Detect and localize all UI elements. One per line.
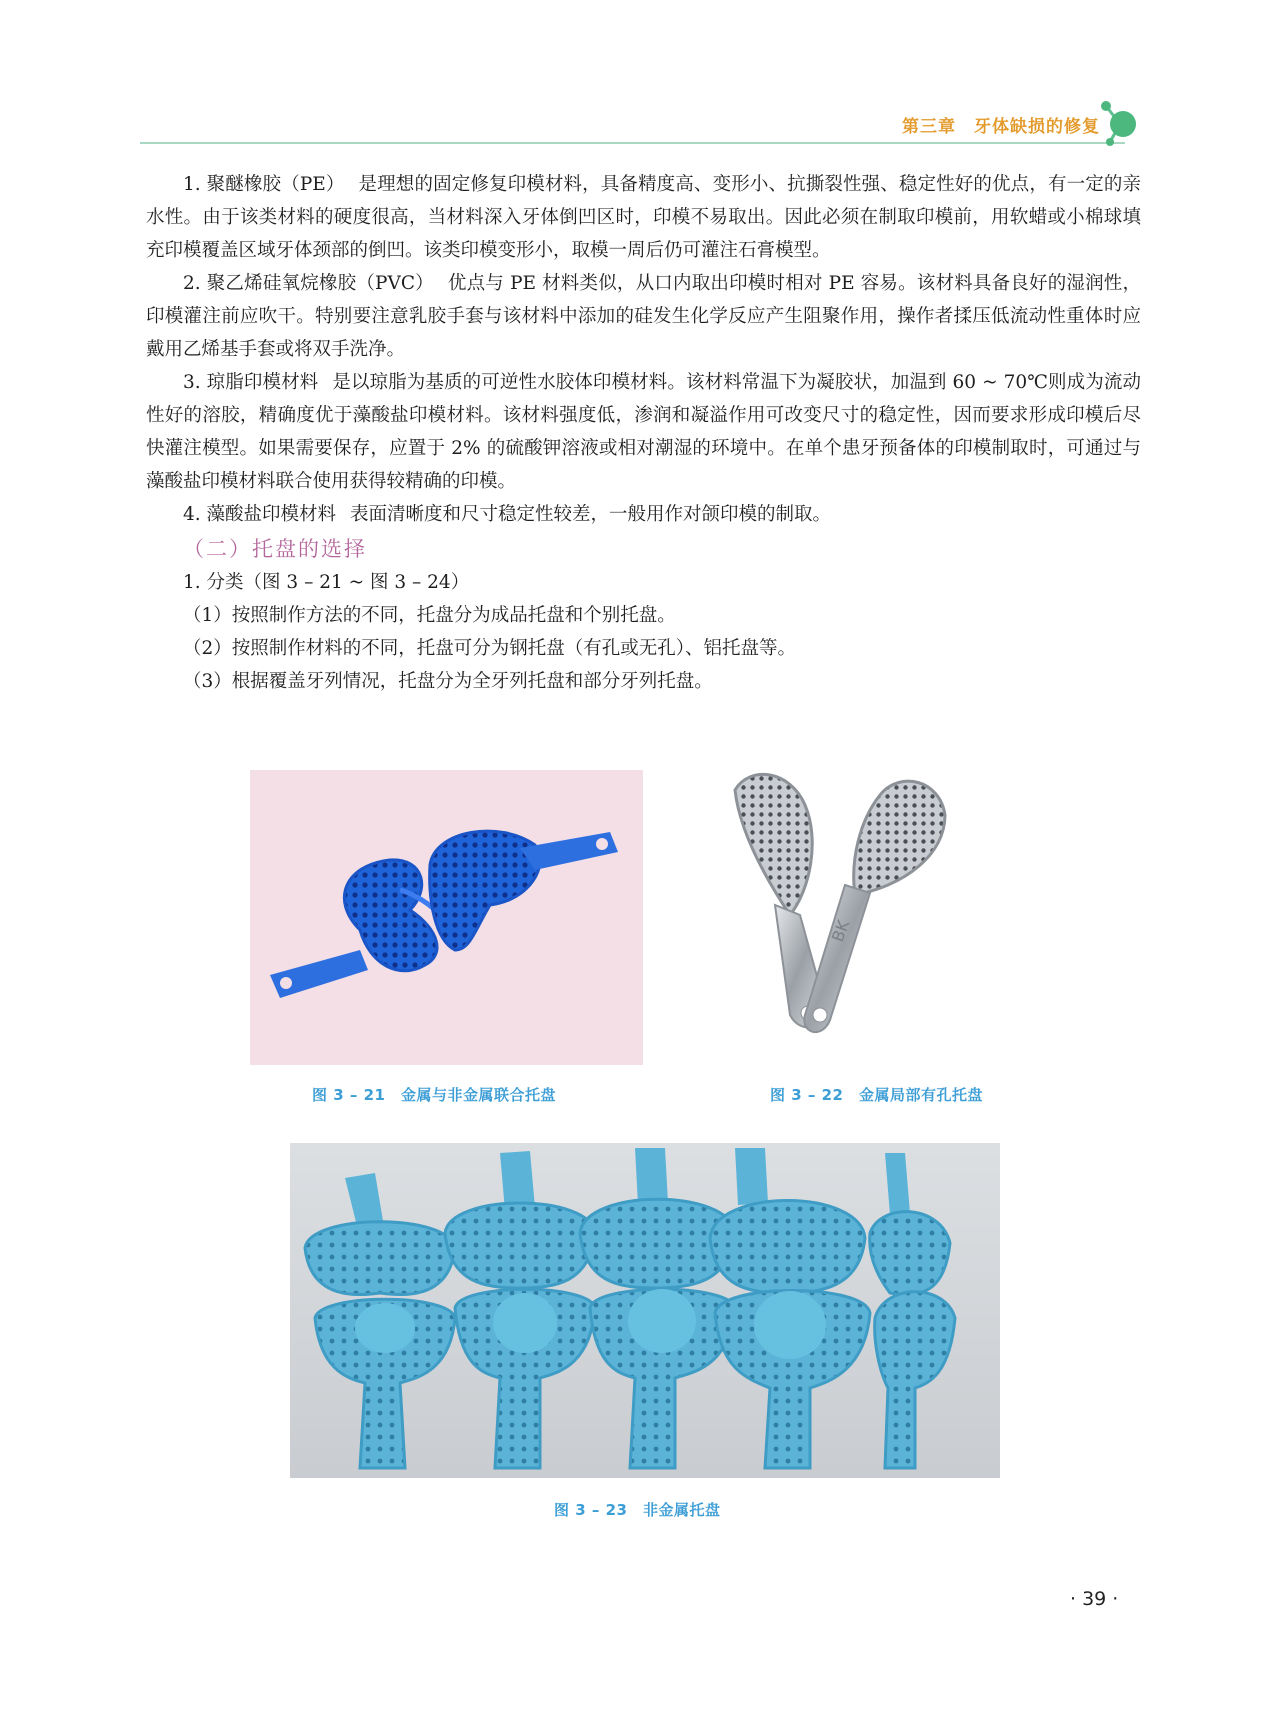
paragraph-agar (146, 366, 1141, 498)
figure-caption: 图 3 – 21 金属与非金属联合托盘 (312, 1086, 556, 1104)
molecule-icon (1096, 96, 1144, 148)
paragraph-pe (146, 168, 1141, 267)
paragraph-term: 2. 聚乙烯硅氧烷橡胶（PVC） (183, 273, 434, 294)
chapter-title: 第三章 牙体缺损的修复 (902, 117, 1100, 137)
section-heading: （二）托盘的选择 (183, 537, 367, 561)
figure-3-21 (250, 770, 645, 1104)
light-blue-plastic-impression-tray-set-photo (290, 1143, 1000, 1478)
paragraph-alginate (146, 498, 1141, 531)
list-item: （3）根据覆盖牙列情况，托盘分为全牙列托盘和部分牙列托盘。 (183, 671, 713, 692)
page-number: · 39 · (1070, 1588, 1119, 1610)
list-item: （2）按照制作材料的不同，托盘可分为钢托盘（有孔或无孔）、铝托盘等。 (183, 638, 797, 659)
running-header (140, 96, 1140, 144)
figure-caption: 图 3 – 23 非金属托盘 (554, 1501, 721, 1519)
paragraph-term: 4. 藻酸盐印模材料 (183, 504, 337, 525)
metal-partial-perforated-impression-trays-photo (730, 765, 1048, 1063)
list-item: 1. 分类（图 3 – 21 ~ 图 3 – 24） (183, 572, 470, 593)
figure-caption: 图 3 – 22 金属局部有孔托盘 (770, 1086, 983, 1104)
figure-3-22 (730, 765, 1050, 1104)
tray-engraving: BK (827, 917, 854, 945)
body-text (146, 168, 1141, 698)
paragraph-term: 1. 聚醚橡胶（PE） (183, 174, 345, 195)
header-rule (140, 142, 1125, 144)
blue-plastic-perforated-impression-trays-photo (250, 770, 643, 1065)
figure-3-23 (290, 1143, 1002, 1523)
paragraph-pvc (146, 267, 1141, 366)
paragraph-text: 优点与 PE 材料类似，从口内取出印模时相对 PE 容易。该材料具备良好的湿润性，印模灌注前应吹干。特别要注意乳胶手套与该材料中添加的硅发生化学反应产生阻聚作用，操作者揉压低流动性重体时应戴用乙烯基手套或将双手洗净。 (146, 273, 1141, 360)
paragraph-text: 是以琼脂为基质的可逆性水胶体印模材料。该材料常温下为凝胶状，加温到 60 ~ 70℃则成为流动性好的溶胶，精确度优于藻酸盐印模材料。该材料强度低，渗润和凝溢作用可改变尺寸的稳定性，因而要求形成印模后尽快灌注模型。如果需要保存，应置于 2% 的硫酸钾溶液或相对潮湿的环境中。在单个患牙预备体的印模制取时，可通过与藻酸盐印模材料联合使用获得较精确的印模。 (146, 372, 1141, 492)
paragraph-term: 3. 琼脂印模材料 (183, 372, 319, 393)
paragraph-text: 是理想的固定修复印模材料，具备精度高、变形小、抗撕裂性强、稳定性好的优点，有一定的亲水性。由于该类材料的硬度很高，当材料深入牙体倒凹区时，印模不易取出。因此必须在制取印模前，用软蜡或小棉球填充印模覆盖区域牙体颈部的倒凹。该类印模变形小，取模一周后仍可灌注石膏模型。 (146, 174, 1141, 261)
paragraph-text: 表面清晰度和尺寸稳定性较差，一般用作对颌印模的制取。 (350, 504, 832, 525)
list-item: （1）按照制作方法的不同，托盘分为成品托盘和个别托盘。 (183, 605, 676, 626)
